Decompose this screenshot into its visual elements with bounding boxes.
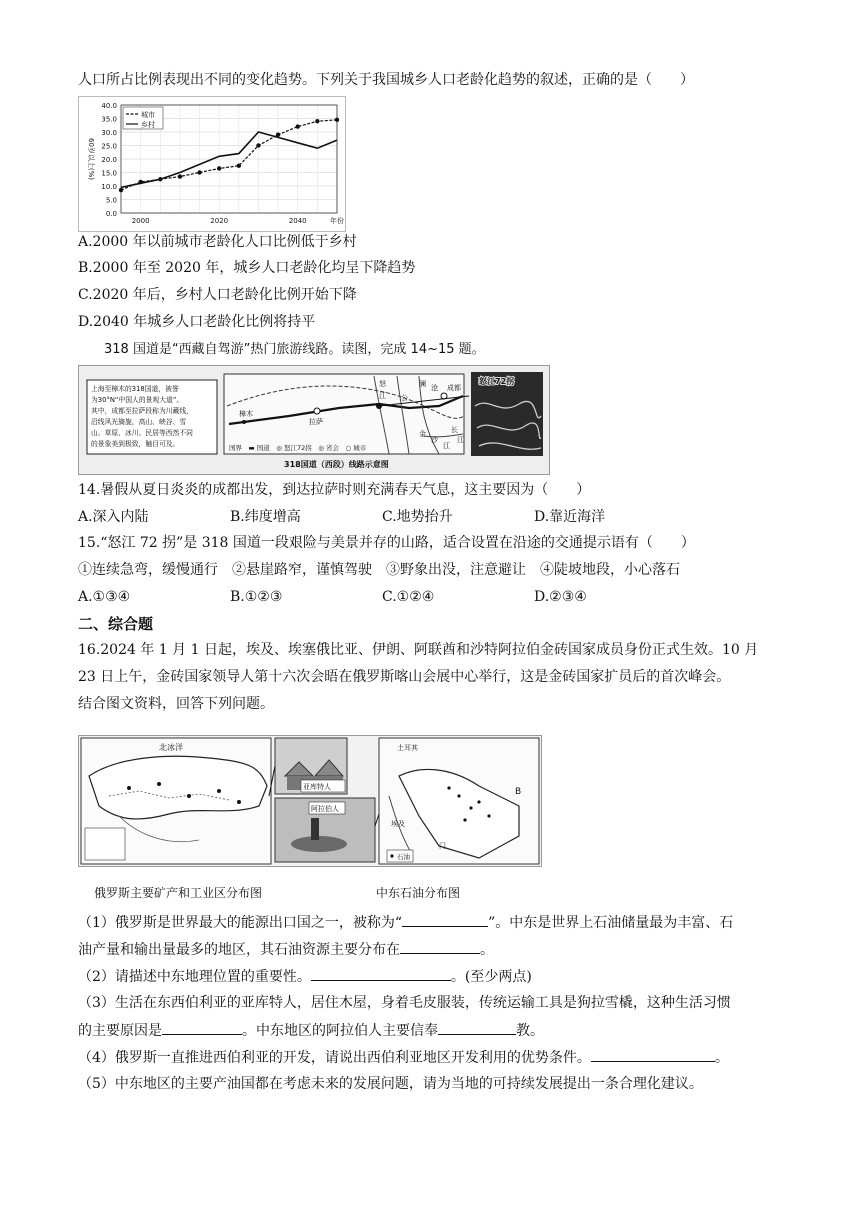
data-point-城市 (237, 164, 241, 168)
note-line: 沿线风光旖旎，高山、峡谷、雪 (91, 418, 187, 426)
q13-stem: 人口所占比例表现出不同的变化趋势。下列关于我国城乡人口老龄化趋势的叙述，正确的是（ ） (78, 72, 694, 88)
label-egypt: 埃及 (391, 820, 405, 828)
q15-option-c[interactable]: C.①②④ (382, 589, 435, 605)
q13-option-b[interactable]: B.2000 年至 2020 年，城乡人口老龄化均呈下降趋势 (78, 260, 416, 276)
label-gong: 公 (401, 394, 408, 402)
q16-part3-line2 (78, 1020, 544, 1041)
y-tick-label: 5.0 (105, 196, 117, 205)
y-tick-label: 30.0 (101, 129, 117, 137)
q15-stem: 15.“怒江 72 拐”是 318 国道一段艰险与美景并存的山路，适合设置在沿途的交通提示语有（ ） (78, 535, 695, 551)
label-jiang: 江 (379, 392, 386, 400)
aging-line-chart (79, 97, 345, 231)
note-line: 其中，成都至拉萨段称为川藏线， (91, 407, 193, 415)
note-line: 上海至樟木的318国道，被誉 (91, 385, 179, 393)
q13-option-c[interactable]: C.2020 年后，乡村人口老龄化比例开始下降 (78, 287, 357, 303)
data-point-城市 (296, 124, 300, 128)
answer-blank-4[interactable] (162, 1020, 242, 1035)
q16-p1b: ”。中东是世界上石油储量最为丰富、石 (488, 915, 734, 931)
answer-blank-5[interactable] (438, 1020, 516, 1035)
label-lan: 澜 (419, 380, 426, 388)
note-line: 的景象美到极致，触目可及。 (91, 440, 180, 448)
caption-middle-east-map: 中东石油分布图 (376, 886, 461, 900)
label-yakut: 亚库特人 (303, 783, 331, 791)
russia-outline (89, 756, 267, 819)
q14-option-c[interactable]: C.地势抬升 (382, 509, 453, 525)
label-jiang3: 江 (457, 436, 464, 444)
map318-title: 318国道（西段）线路示意图 (284, 460, 389, 469)
data-point-城市 (256, 143, 260, 147)
answer-blank-6[interactable] (591, 1047, 715, 1062)
q13-option-a[interactable]: A.2000 年以前城市老龄化人口比例低于乡村 (78, 234, 357, 250)
label-arctic-ocean: 北冰洋 (159, 743, 183, 752)
y-tick-label: 25.0 (101, 142, 117, 151)
q14-stem: 14.暑假从夏日炎炎的成都出发，到达拉萨时则充满春天气息，这主要因为（ ） (78, 482, 591, 498)
lhasa-marker (314, 408, 320, 414)
q16-intro-1: 16.2024 年 1 月 1 日起，埃及、埃塞俄比亚、伊朗、阿联酋和沙特阿拉伯金砖国家成员身份正式生效。10 月 (78, 642, 759, 658)
intro-318: 318 国道是“西藏自驾游”热门旅游线路。读图，完成 14~15 题。 (104, 342, 485, 357)
q16-p3b: 的主要原因是 (78, 1023, 162, 1039)
answer-blank-3[interactable] (311, 966, 451, 981)
label-gate: 门 (439, 842, 446, 850)
q16-p3d: 教。 (516, 1023, 544, 1039)
note-line: 山、草原、冰川、民居等西然不同 (91, 429, 193, 437)
label-chengdu: 成都 (447, 384, 461, 392)
q16-p4a: （4）俄罗斯一直推进西伯利亚的开发，请说出西伯利亚地区开发利用的优势条件。 (78, 1050, 591, 1066)
data-point-城市 (217, 166, 221, 170)
y-tick-label: 40.0 (101, 102, 117, 110)
y-axis-label: 60岁以上(%) (87, 137, 95, 181)
legend-label: 城市 (141, 111, 155, 119)
label-nu: 怒 (379, 380, 386, 388)
q14-option-d[interactable]: D.靠近海洋 (534, 509, 606, 525)
q14-option-a[interactable]: A.深入内陆 (78, 509, 149, 525)
label-turkey: 土耳其 (397, 744, 418, 752)
y-tick-label: 20.0 (101, 156, 117, 164)
q16-part4 (78, 1047, 729, 1068)
label-lhasa: 拉萨 (309, 418, 323, 426)
data-point-城市 (178, 174, 182, 178)
q15-option-b[interactable]: B.①②③ (230, 589, 283, 605)
q15-option-a[interactable]: A.①③④ (78, 589, 131, 605)
q16-p2a: （2）请描述中东地理位置的重要性。 (78, 969, 311, 985)
q16-p1a: （1）俄罗斯是世界最大的能源出口国之一，被称为“ (78, 915, 403, 931)
x-tick-label: 2000 (131, 217, 150, 225)
series-line-乡村 (121, 132, 337, 187)
label-jin: 金 (419, 430, 426, 438)
y-tick-label: 0.0 (105, 210, 117, 218)
q16-part2 (78, 966, 532, 987)
russia-middle-east-maps (78, 735, 542, 867)
y-tick-label: 15.0 (101, 169, 117, 178)
data-point-城市 (119, 188, 123, 192)
q16-p2b: 。(至少两点) (450, 969, 532, 985)
q16-part1-line1 (78, 912, 733, 933)
label-b: B (515, 787, 522, 797)
answer-blank-2[interactable] (400, 939, 480, 954)
q14-option-b[interactable]: B.纬度增高 (230, 509, 301, 525)
label-arab: 阿拉伯人 (311, 805, 339, 813)
q16-p1d: 。 (480, 942, 494, 958)
q16-part3-line1: （3）生活在东西伯利亚的亚库特人，居住木屋，身着毛皮服装，传统运输工具是狗拉雪橇，这种生活习惯 (78, 995, 731, 1011)
aging-chart-figure (78, 96, 346, 232)
q16-p1c: 油产量和输出量最多的地区，其石油资源主要分布在 (78, 942, 400, 958)
q15-option-d[interactable]: D.②③④ (534, 589, 587, 605)
label-oil-legend: 石油 (397, 853, 410, 861)
y-tick-label: 35.0 (101, 115, 117, 124)
label-sha: 沙 (431, 436, 438, 444)
route-318-map (78, 365, 550, 475)
photo-label-nujiang72: 怒江72拐 (479, 377, 515, 386)
q16-intro-2: 23 日上午，金砖国家领导人第十六次会晤在俄罗斯喀山会展中心举行，这是金砖国家扩员后的首次峰会。 (78, 669, 731, 685)
data-point-城市 (315, 119, 319, 123)
q16-part1-line2 (78, 939, 494, 960)
x-tick-label: 2040 (288, 217, 307, 225)
legend-label: 乡村 (141, 121, 155, 129)
label-jiang2: 江 (443, 442, 450, 450)
label-chang: 长 (451, 426, 458, 434)
q16-intro-3: 结合图文资料，回答下列问题。 (78, 696, 274, 712)
x-tick-label: 年份 (330, 217, 344, 225)
q16-p3c: 。中东地区的阿拉伯人主要信奉 (242, 1023, 438, 1039)
q13-option-d[interactable]: D.2040 年城乡人口老龄化比例将持平 (78, 314, 316, 330)
q16-part5: （5）中东地区的主要产油国都在考虑未来的发展问题，请为当地的可持续发展提出一条合理化建议。 (78, 1076, 703, 1092)
label-zhangmu: 樟木 (239, 410, 253, 418)
answer-blank-1[interactable] (402, 912, 488, 927)
label-cang: 沧 (431, 384, 438, 392)
data-point-城市 (197, 170, 201, 174)
caption-russia-map: 俄罗斯主要矿产和工业区分布图 (94, 886, 263, 900)
x-tick-label: 2020 (210, 217, 229, 225)
section-2-heading: 二、综合题 (78, 615, 154, 633)
data-point-城市 (335, 118, 339, 122)
note-line: 为30°N“中国人的景观大道”。 (91, 396, 184, 404)
q15-statements: ①连续急弯，缓慢通行 ②悬崖路窄，谨慎驾驶 ③野象出没，注意避让 ④陡坡地段，小心落石 (78, 562, 680, 578)
q16-p4b: 。 (714, 1050, 729, 1066)
map318-legend: 国界 ▬ 国道 ◎ 怒江72拐 ◎ 省会 ○ 城市 (229, 444, 367, 452)
zhangmu-marker (242, 420, 246, 424)
y-tick-label: 10.0 (101, 183, 117, 191)
